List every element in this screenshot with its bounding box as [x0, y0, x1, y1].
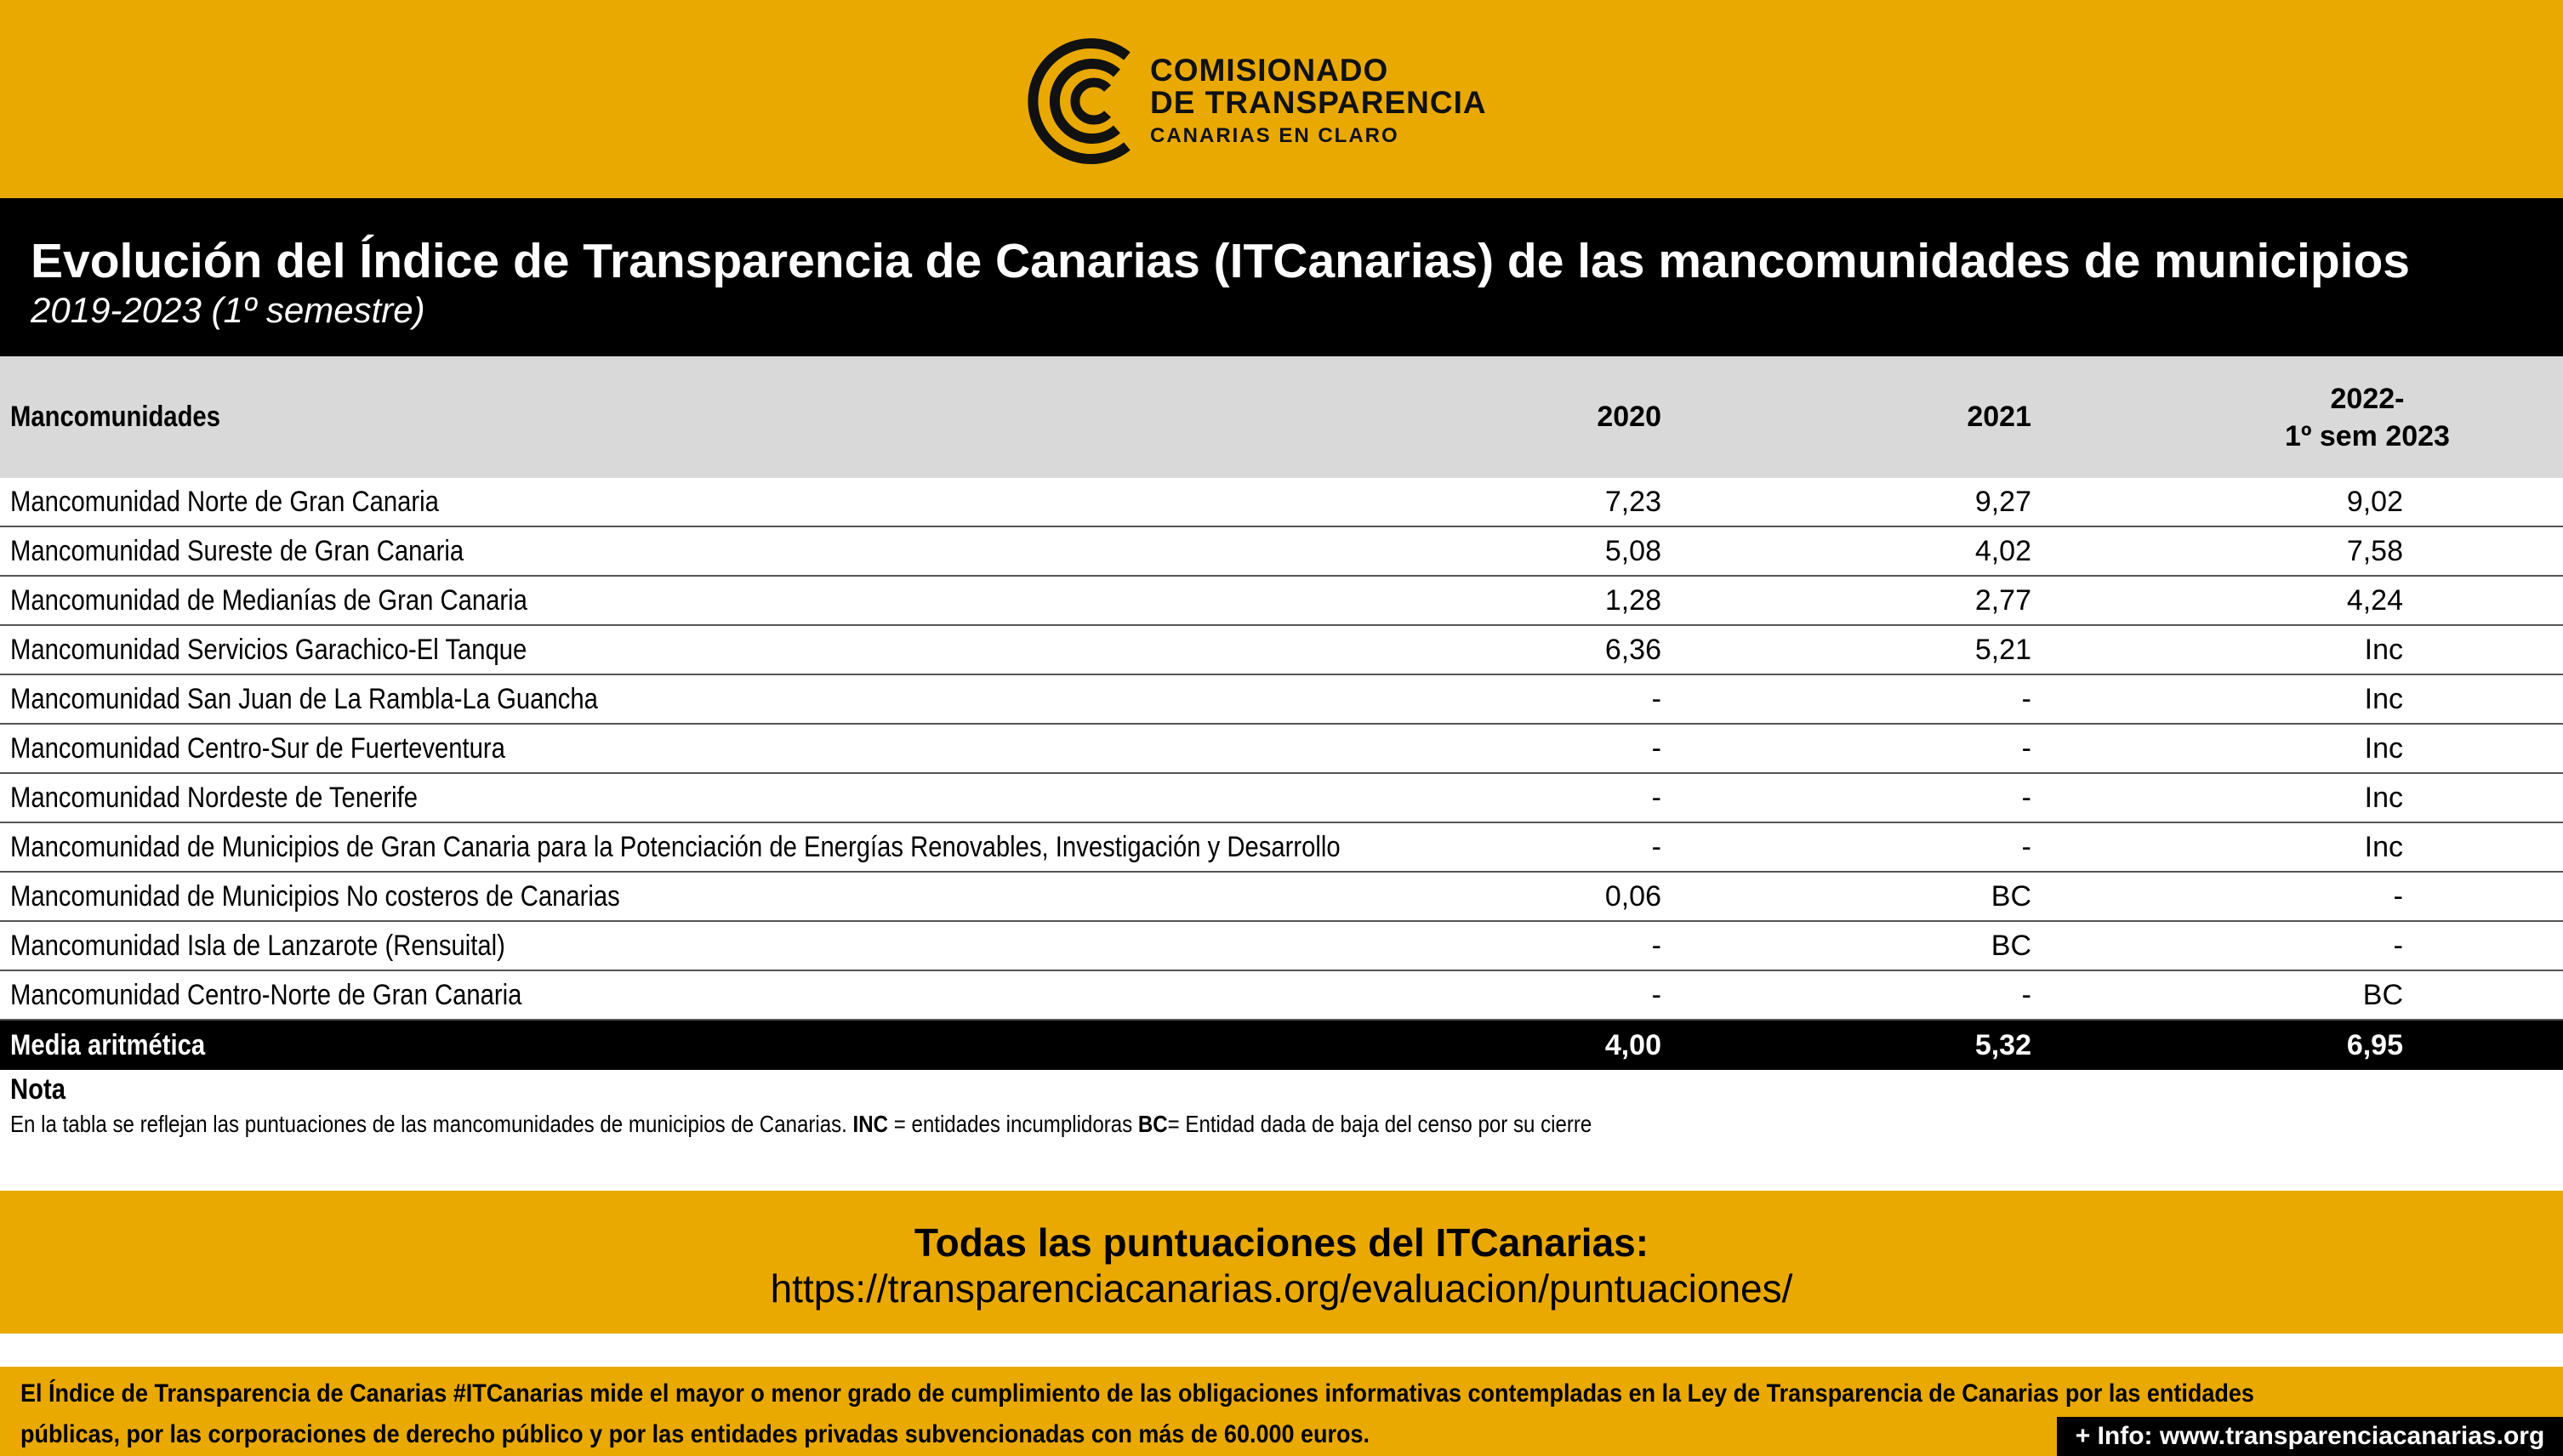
note-inc-abbr: INC: [852, 1111, 889, 1137]
cell-2020: -: [1651, 682, 1661, 715]
cell-name: Mancomunidad Isla de Lanzarote (Rensuital): [10, 929, 505, 962]
scores-table: [0, 356, 2563, 1070]
cell-name: Mancomunidad de Municipios No costeros de Canarias: [10, 879, 620, 913]
table-row: [0, 725, 2563, 774]
cell-2022: Inc: [2364, 633, 2403, 666]
cell-name: Mancomunidad Sureste de Gran Canaria: [10, 534, 464, 567]
cell-name: Mancomunidad Servicios Garachico-El Tanque: [10, 633, 527, 666]
cell-2021: BC: [1991, 879, 2031, 913]
column-header-2022-line1: 2022-: [2330, 382, 2405, 415]
cell-2022: -: [2393, 879, 2403, 913]
logo-text-line1: COMISIONADO: [1150, 53, 1389, 88]
logo-mark-icon: [1025, 37, 1153, 165]
cell-name: Mancomunidad San Juan de La Rambla-La Guancha: [10, 682, 598, 715]
table-row: [0, 577, 2563, 626]
cell-2020: 5,08: [1604, 534, 1661, 567]
cell-name: Mancomunidad Centro-Sur de Fuerteventura: [10, 731, 505, 765]
table-row: [0, 626, 2563, 675]
cell-mean-label: Media aritmética: [10, 1028, 206, 1061]
cell-2020: 6,36: [1604, 633, 1661, 666]
cell-2022: Inc: [2364, 682, 2403, 715]
table-row: [0, 478, 2563, 527]
logo-text-line2: DE TRANSPARENCIA: [1150, 85, 1487, 120]
cell-2021: -: [2021, 978, 2031, 1011]
note-text-part2: = entidades incumplidoras: [888, 1111, 1138, 1137]
cell-name: Mancomunidad Nordeste de Tenerife: [10, 781, 418, 814]
cell-2020: 1,28: [1604, 583, 1661, 617]
table-header: [0, 356, 2563, 478]
cell-2020: -: [1651, 731, 1661, 765]
cell-name: Mancomunidad de Medianías de Gran Canaria: [10, 583, 527, 617]
cell-mean-2020: 4,00: [1604, 1028, 1661, 1061]
table-row: [0, 774, 2563, 823]
column-header-2020: 2020: [1597, 401, 1661, 433]
cell-2021: 2,77: [1974, 583, 2031, 617]
column-header-2021: 2021: [1967, 401, 2031, 433]
cell-2021: -: [2021, 830, 2031, 863]
table-row: [0, 873, 2563, 922]
note-title: Nota: [10, 1073, 65, 1106]
table-row: [0, 971, 2563, 1021]
cell-2021: BC: [1991, 929, 2031, 962]
cell-2021: -: [2021, 731, 2031, 765]
table-row: [0, 922, 2563, 971]
info-link[interactable]: + Info: www.transparenciacanarias.org: [2057, 1417, 2563, 1456]
note-text-part1: En la tabla se reflejan las puntuaciones de las mancomunidades de municipios de Canarias.: [10, 1111, 853, 1137]
cell-2022: Inc: [2364, 731, 2403, 765]
cell-2020: -: [1651, 929, 1661, 962]
cell-2020: -: [1651, 830, 1661, 863]
cell-mean-2021: 5,32: [1974, 1028, 2031, 1061]
cell-2021: 4,02: [1974, 534, 2031, 567]
cell-2022: 9,02: [2346, 485, 2403, 518]
cell-2020: 0,06: [1604, 879, 1661, 913]
cell-2021: -: [2021, 682, 2031, 715]
cell-2021: 5,21: [1974, 633, 2031, 666]
table-row: [0, 527, 2563, 577]
cell-2020: -: [1651, 978, 1661, 1011]
footer-description: El Índice de Transparencia de Canarias #ITCanarias mide el mayor o menor grado de cumplimiento de las obligaciones informativas contempladas en la Ley de Transparencia de Canarias por las entidades públicas, por las corporaciones de derecho público y por las entidades privadas subvencionadas con más de 60.000 euros.: [20, 1379, 2254, 1448]
column-header-2022-line2: 1º sem 2023: [2285, 419, 2450, 452]
cell-2022: 4,24: [2346, 583, 2403, 617]
table-row-mean: [0, 1021, 2563, 1070]
column-header-name: Mancomunidades: [10, 401, 220, 433]
cell-2022: -: [2393, 929, 2403, 962]
promo-url-link[interactable]: https://transparenciacanarias.org/evaluacion/puntuaciones/: [770, 1266, 1793, 1311]
note-text-part3: = Entidad dada de baja del censo por su cierre: [1167, 1111, 1592, 1137]
cell-2020: 7,23: [1604, 485, 1661, 518]
cell-2022: Inc: [2364, 830, 2403, 863]
title-banner: [0, 198, 2563, 356]
column-header-2022-2023: [2282, 356, 2452, 478]
note-text: [10, 1111, 1592, 1138]
cell-2021: 9,27: [1974, 485, 2031, 518]
note-bc-abbr: BC: [1137, 1111, 1168, 1137]
cell-name: Mancomunidad de Municipios de Gran Canaria para la Potenciación de Energías Renovables, Investigación y Desarrollo: [10, 830, 1341, 863]
cell-name: Mancomunidad Centro-Norte de Gran Canaria: [10, 978, 522, 1011]
page-subtitle: 2019-2023 (1º semestre): [31, 290, 425, 330]
cell-name: Mancomunidad Norte de Gran Canaria: [10, 485, 439, 518]
cell-2022: BC: [2362, 978, 2403, 1011]
logo-tagline: CANARIAS EN CLARO: [1150, 124, 1399, 147]
cell-2022: Inc: [2364, 781, 2403, 814]
top-banner: [0, 0, 2563, 198]
table-row: [0, 823, 2563, 873]
logo: [1025, 37, 1501, 165]
cell-2021: -: [2021, 781, 2031, 814]
scores-promo-banner: [0, 1191, 2563, 1334]
cell-2022: 7,58: [2346, 534, 2403, 567]
table-row: [0, 675, 2563, 725]
cell-mean-2022: 6,95: [2346, 1028, 2403, 1061]
promo-title: Todas las puntuaciones del ITCanarias:: [914, 1220, 1649, 1265]
page-title: Evolución del Índice de Transparencia de Canarias (ITCanarias) de las mancomunidades de municipios: [31, 234, 2411, 288]
cell-2020: -: [1651, 781, 1661, 814]
